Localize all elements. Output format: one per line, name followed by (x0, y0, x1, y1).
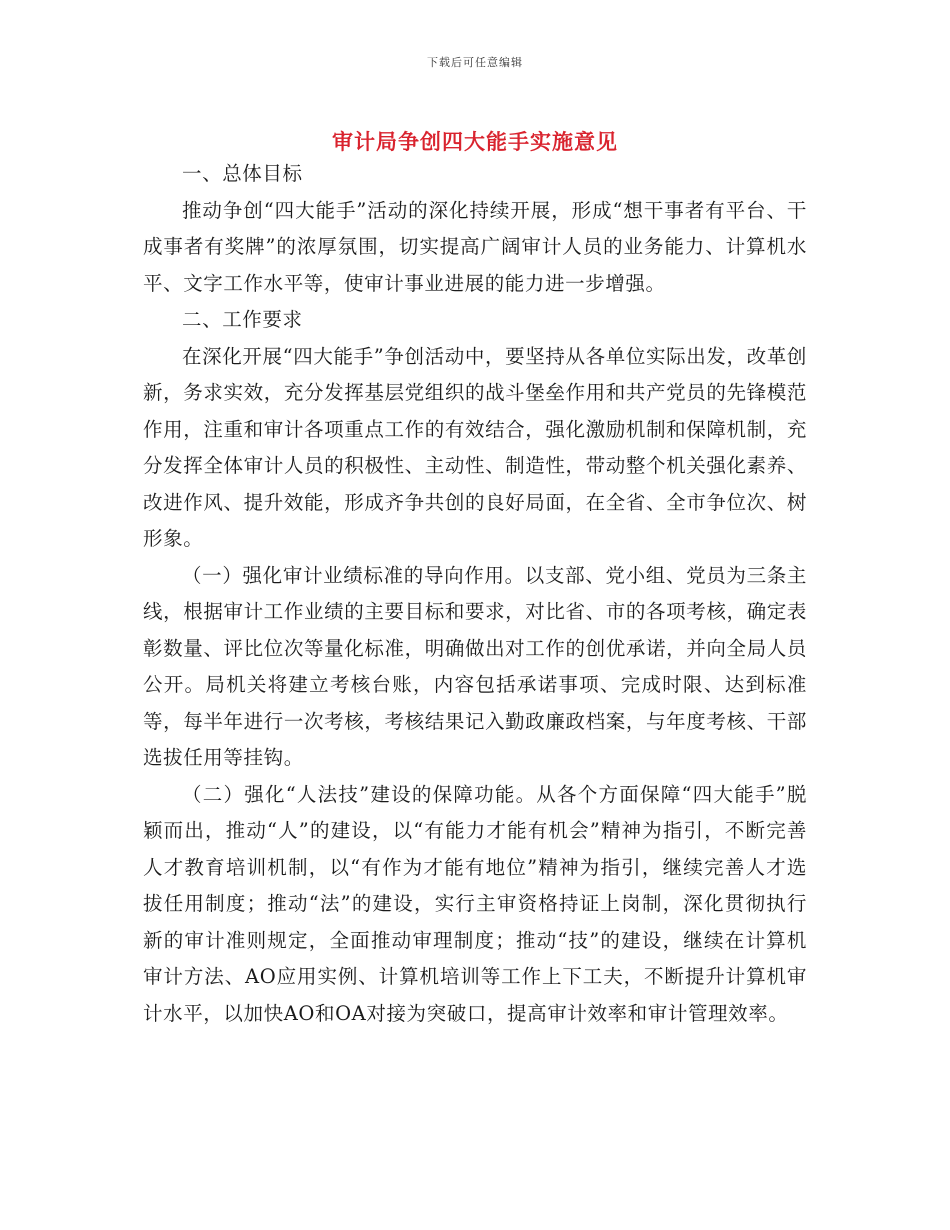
paragraph-item-one: （一）强化审计业绩标准的导向作用。以支部、党小组、党员为三条主线，根据审计工作业绩的主要目标和要求，对比省、市的各项考核，确定表彰数量、评比位次等量化标准，明确做出对工作的创优承诺，并向全局人员公开。局机关将建立考核台账，内容包括承诺事项、完成时限、达到标准等，每半年进行一次考核，考核结果记入勤政廉政档案，与年度考核、干部选拔任用等挂钩。 (143, 563, 807, 769)
section-heading-overall-goal: 一、总体目标 (182, 162, 303, 185)
paragraph-work-requirements: 在深化开展“四大能手”争创活动中，要坚持从各单位实际出发，改革创新，务求实效，充分发挥基层党组织的战斗堡垒作用和共产党员的先锋模范作用，注重和审计各项重点工作的有效结合，强化激励机制和保障机制，充分发挥全体审计人员的积极性、主动性、制造性，带动整个机关强化素养、改进作风、提升效能，形成齐争共创的良好局面，在全省、全市争位次、树形象。 (143, 344, 807, 550)
paragraph-overall-goal: 推动争创“四大能手”活动的深化持续开展，形成“想干事者有平台、干成事者有奖牌”的浓厚氛围，切实提高广阔审计人员的业务能力、计算机水平、文字工作水平等，使审计事业进展的能力进一步增强。 (143, 198, 807, 295)
document-title: 审计局争创四大能手实施意见 (332, 129, 618, 155)
document-body (143, 156, 807, 1032)
page-header-note: 下载后可任意编辑 (427, 56, 523, 69)
section-heading-work-requirements: 二、工作要求 (182, 308, 303, 331)
paragraph-item-two: （二）强化“人法技”建设的保障功能。从各个方面保障“四大能手”脱颖而出，推动“人”的建设，以“有能力才能有机会”精神为指引，不断完善人才教育培训机制，以“有作为才能有地位”精神为指引，继续完善人才选拔任用制度；推动“法”的建设，实行主审资格持证上岗制，深化贯彻执行新的审计准则规定，全面推动审理制度；推动“技”的建设，继续在计算机审计方法、AO应用实例、计算机培训等工作上下工夫，不断提升计算机审计水平，以加快AO和OA对接为突破口，提高审计效率和审计管理效率。 (143, 782, 807, 1025)
